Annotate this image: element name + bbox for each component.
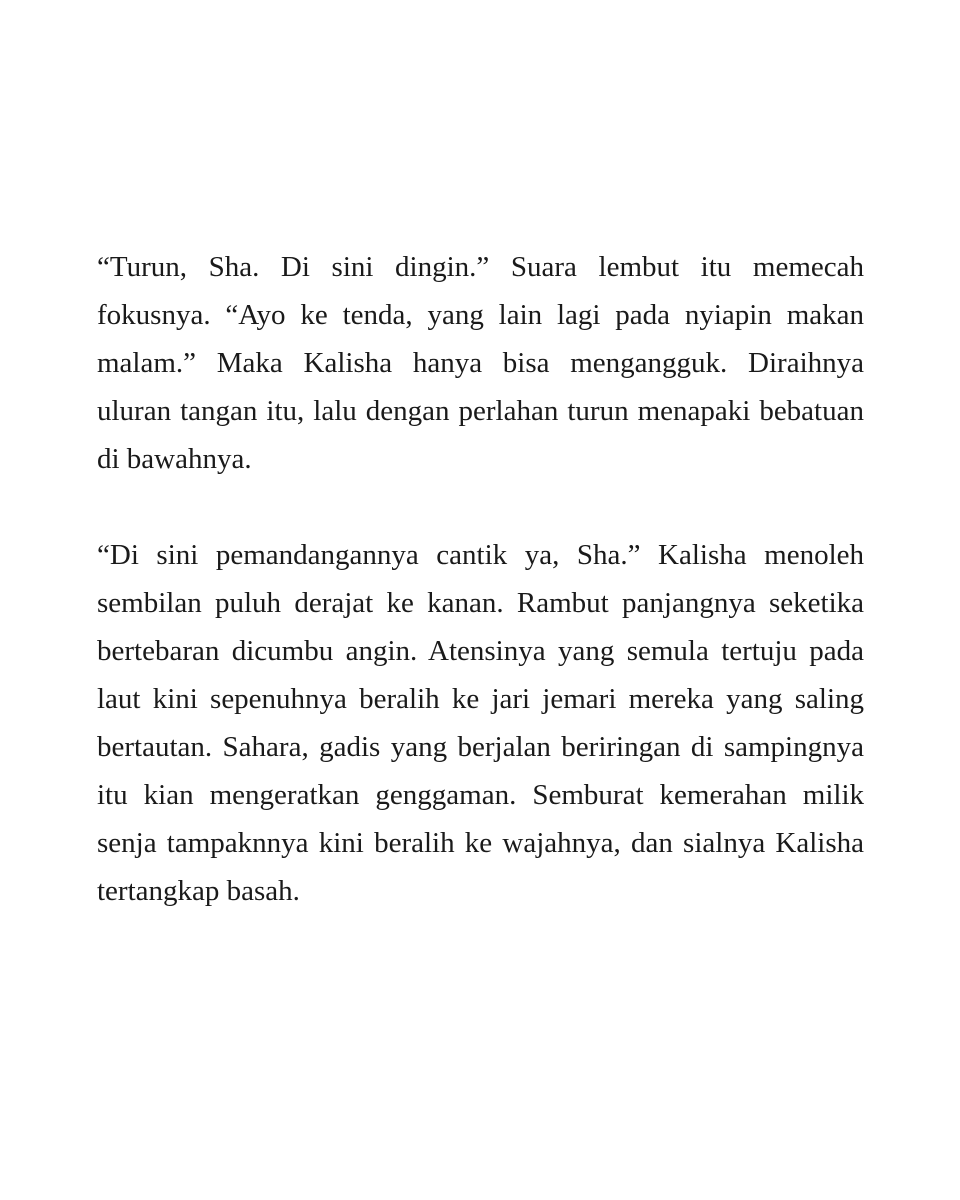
story-paragraph-2: “Di sini pemandangannya cantik ya, Sha.” Kalisha menoleh sembilan puluh derajat ke kanan. Rambut panjangnya seketika bertebaran dicumbu angin. Atensinya yang semula tertuju pada laut kini sepenuhnya beralih ke jari jemari mereka yang saling bertautan. Sahara, gadis yang berjalan beriringan di sampingnya itu kian mengeratkan genggaman. Semburat kemerahan milik senja tampaknnya kini beralih ke wajahnya, dan sialnya Kalisha tertangkap basah. — [97, 539, 864, 907]
story-page — [97, 243, 864, 915]
story-paragraph-1: “Turun, Sha. Di sini dingin.” Suara lembut itu memecah fokusnya. “Ayo ke tenda, yang lain lagi pada nyiapin makan malam.” Maka Kalisha hanya bisa mengangguk. Diraihnya uluran tangan itu, lalu dengan perlahan turun menapaki bebatuan di bawahnya. — [97, 251, 864, 475]
